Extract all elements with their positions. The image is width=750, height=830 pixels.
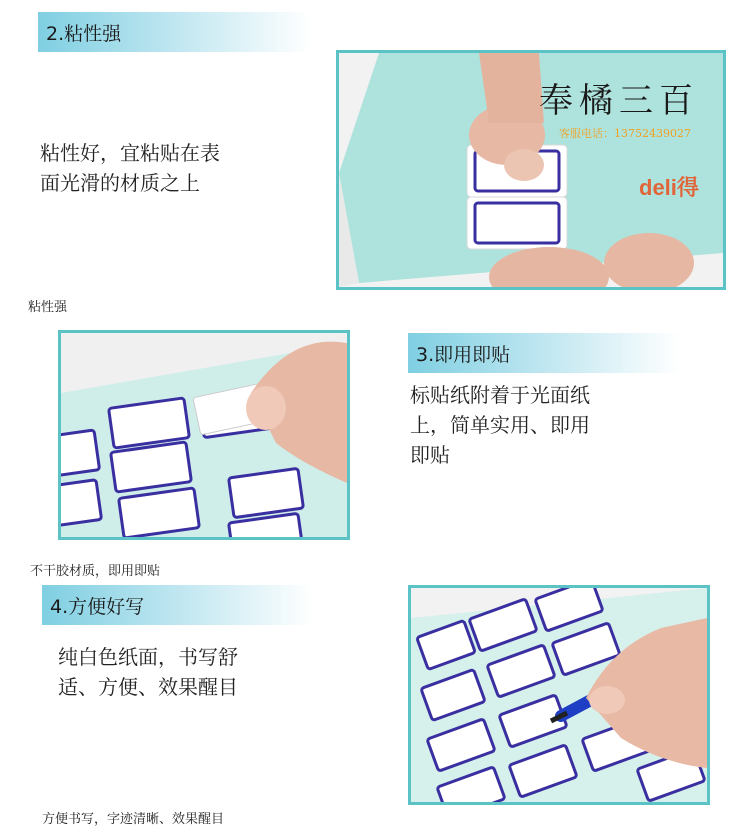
section-title: 3.即用即贴 — [416, 343, 511, 366]
section-caption: 方便书写，字迹清晰、效果醒目 — [42, 812, 225, 827]
section-description — [58, 642, 238, 702]
description-line: 上，简单实用、即用 — [410, 413, 590, 437]
description-line: 粘性好，宜粘贴在表 — [40, 141, 220, 165]
section-caption: 不干胶材质，即用即贴 — [30, 564, 161, 579]
section-title-band — [408, 333, 680, 373]
section-description — [410, 380, 590, 470]
description-line: 纯白色纸面，书写舒 — [58, 645, 238, 669]
brand-logo: deli得 — [639, 175, 699, 200]
product-photo-adhesion — [336, 50, 726, 290]
description-line: 面光滑的材质之上 — [40, 171, 200, 195]
section-title: 2.粘性强 — [46, 22, 122, 45]
section-caption: 粘性强 — [28, 300, 68, 315]
description-line: 标贴纸附着于光面纸 — [410, 383, 590, 407]
section-description — [40, 138, 220, 198]
label-sticker-bottom — [467, 197, 567, 249]
section-title-band — [38, 12, 310, 52]
section-title-band — [42, 585, 314, 625]
section-title: 4.方便好写 — [50, 595, 145, 618]
product-photo-peel — [58, 330, 350, 540]
watermark-name: 奉橘三百 — [539, 81, 699, 121]
description-line: 即贴 — [410, 443, 450, 467]
watermark-phone: 客服电话：13752439027 — [559, 127, 691, 140]
description-line: 适、方便、效果醒目 — [58, 675, 238, 699]
product-photo-writing — [408, 585, 710, 805]
